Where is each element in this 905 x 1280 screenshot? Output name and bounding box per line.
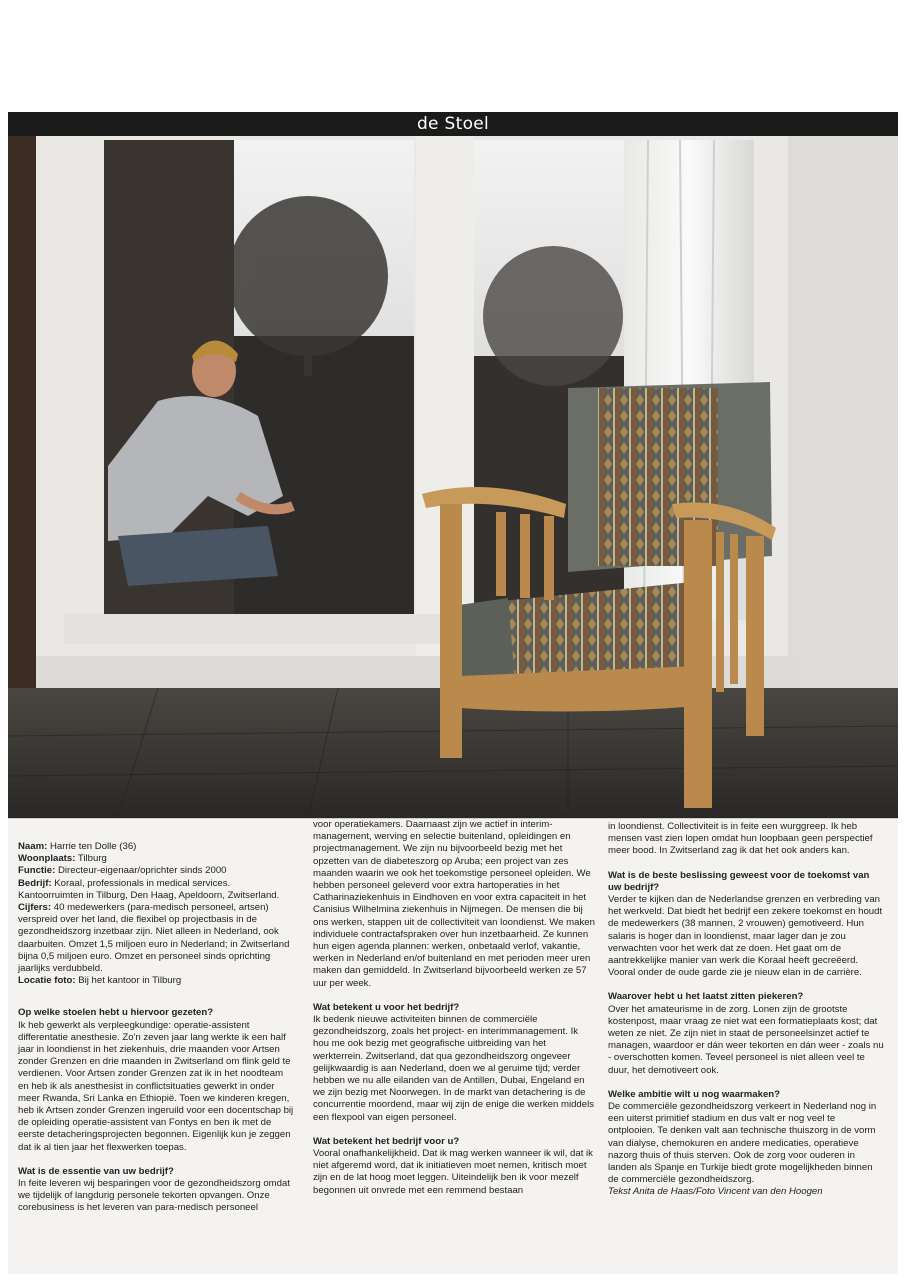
portrait-with-armchair-photo [8, 136, 898, 818]
photo-credit: Tekst Anita de Haas/Foto Vincent van den Hoogen [608, 1186, 823, 1198]
answer-paragraph: In feite leveren wij besparingen voor de gezondheidszorg omdat we tijdelijk of langdurig personele tekorten opvangen. Onze corebusiness is het leveren van para-medisch personeel [18, 1178, 290, 1214]
fact-box [18, 841, 294, 987]
fact-residence: Woonplaats: Tilburg [18, 853, 107, 865]
question-heading: Wat is de essentie van uw bedrijf? [18, 1165, 174, 1177]
question-heading: Wat betekent u voor het bedrijf? [313, 1001, 460, 1013]
fact-photo-location: Locatie foto: Bij het kantoor in Tilburg [18, 975, 182, 987]
section-title: de Stoel [416, 114, 490, 134]
question-heading: Wat betekent het bedrijf voor u? [313, 1135, 460, 1147]
answer-paragraph: Over het amateurisme in de zorg. Lonen zijn de grootste kostenpost, maar vraag ze niet wat een formatieplaats kost; dat weten ze niet. Ze zijn niet in staat de personeelsinzet actief te managen, waardoor er dán weer tekorten en dán weer - zoals nu - overschotten komen. Teveel personeel is niet alleen veel te duur, het demotiveert ook. [608, 1003, 884, 1076]
answer-paragraph: in loondienst. Collectiviteit is in feite een wurggreep. Ik heb mensen vast zien lopen omdat hun loopbaan geen perspectief meer bood. In Zwitserland zag ik dat het ook anders kan. [608, 821, 873, 857]
answer-paragraph: Vooral onafhankelijkheid. Dat ik mag werken wanneer ik wil, dat ik niet afgeremd word, dat ik initiatieven moet nemen, kritisch moet zijn en de lat hoog moet leggen. Uiteindelijk ben ik voor mezelf begonnen uit onvrede met een remmend bestaan [313, 1148, 593, 1196]
answer-paragraph: Ik bedenk nieuwe activiteiten binnen de commerciële gezondheidszorg, zoals het project- en interimmanagement. Ik hou me ook bezig met geografische uitbreiding van het werkterrein. Zwitserland, dat qua gezondheidszorg ongeveer gelijkwaardig is aan Nederland, doen we al geruime tijd; verder hebben we nu alle eilanden van de Antillen, Dubai, Engeland en we zijn bezig met Noorwegen. In de markt van detachering is de concurrentie moordend, maar wij zijn de enige die werken middels een flexpool van eigen personeel. [313, 1014, 595, 1123]
fact-name: Naam: Harrie ten Dolle (36) [18, 841, 137, 852]
article-column-1 [18, 841, 294, 1215]
fact-function: Functie: Directeur-eigenaar/oprichter sinds 2000 [18, 865, 227, 877]
section-header-bar [8, 112, 898, 136]
question-heading: Op welke stoelen hebt u hiervoor gezeten? [18, 1007, 214, 1019]
article-column-3 [608, 821, 884, 1199]
article-column-2 [313, 819, 595, 1197]
answer-paragraph: De commerciële gezondheidszorg verkeert in Nederland nog in een uiterst primitief stadium en dus valt er nog veel te ontplooien. Te denken valt aan technische thuiszorg in de vorm van dialyse, chemokuren en andere medicaties, operatieve nazorg thuis of thuis sterven. Ook de zorg voor ouderen in landen als Spanje en Turkije biedt grote mogelijkheden binnen de commerciële gezondheidszorg. [608, 1101, 877, 1186]
question-heading: Waarover hebt u het laatst zitten piekeren? [608, 991, 804, 1003]
answer-paragraph: Verder te kijken dan de Nederlandse grenzen en verbreding van het werkveld. Dat biedt het bedrijf een zekere toekomst en houdt de medewerkers (38 mannen, 2 vrouwen) gemotiveerd. Hun salaris is hoger dan in loondienst, maar lager dan je zou verwachten voor het werk dat ze doen. Het gaat om de aantrekkelijke manier van werk die Koraal heeft gecreëerd. Vooral onder de oude garde zie je nieuw elan in de carrière. [608, 894, 883, 979]
question-heading: Welke ambitie wilt u nog waarmaken? [608, 1088, 781, 1100]
fact-figures: Cijfers: 40 medewerkers (para-medisch personeel, artsen) verspreid over het land, die flexibel op projectbasis in de gezondheidszorg inzetbaar zijn. Niet alleen in Nederland, ook daarbuiten. Omzet 1,5 miljoen euro in Nederland; in Zwitserland bijna 0,5 miljoen euro. Omzet en personeel sinds oprichting jaarlijks verdubbeld. [18, 902, 290, 975]
fact-company: Bedrijf: Koraal, professionals in medical services. Kantoorruimten in Tilburg, Den Haag, Apeldoorn, Zwitserland. [18, 877, 280, 901]
question-heading: Wat is de beste beslissing geweest voor de toekomst van uw bedrijf? [608, 869, 870, 893]
answer-paragraph: voor operatiekamers. Daarnaast zijn we actief in interim-management, werving en selectie buitenland, opleidingen en projectmanagement. We zijn nu bijvoorbeeld bezig met het opzetten van de diabeteszorg op Aruba; een project van zes maanden waarin we ook het toekomstige personeel opleiden. We hebben personeel geleverd voor extra hartoperaties in het Catharinaziekenhuis in Eindhoven en voor extra capaciteit in het Canisius Wilhelmina ziekenhuis in Nijmegen. De mensen die bij ons werken, stappen uit de collectiviteit van loondienst. We maken individuele contractafspraken over hun inzetbaarheid. Ze kunnen hun eigen agenda plannen: werken, onbetaald verlof, vakantie, werken in Nederland en/of buitenland en met perioden meer uren maken dan gemiddeld. In Zwitserland bijvoorbeeld werken ze 57 uur per week. [313, 819, 595, 989]
article-body [8, 818, 898, 1274]
answer-paragraph: Ik heb gewerkt als verpleegkundige: operatie-assistent differentatie anesthesie. Zo'n zeven jaar lang werkte ik een half jaar in loondienst in het ziekenhuis, drie maanden voor Artsen zonder Grenzen en drie maanden in Zwitserland om flink geld te verdienen. Voor Artsen zonder Grenzen zat ik in het noodteam en heb ik als anesthesist in conflictsituaties gewerkt in onder meer Rwanda, Sri Lanka en Ethiopië. Toen we kinderen kregen, heb ik Artsen zonder Grenzen ingeruild voor een docentschap bij de opleiding operatie-assistent van Fontys en ben ik met de eerste detacheringsprojecten begonnen. Eigenlijk kun je zeggen dat ik al tien jaar het flexwerken toepas. [18, 1019, 294, 1153]
